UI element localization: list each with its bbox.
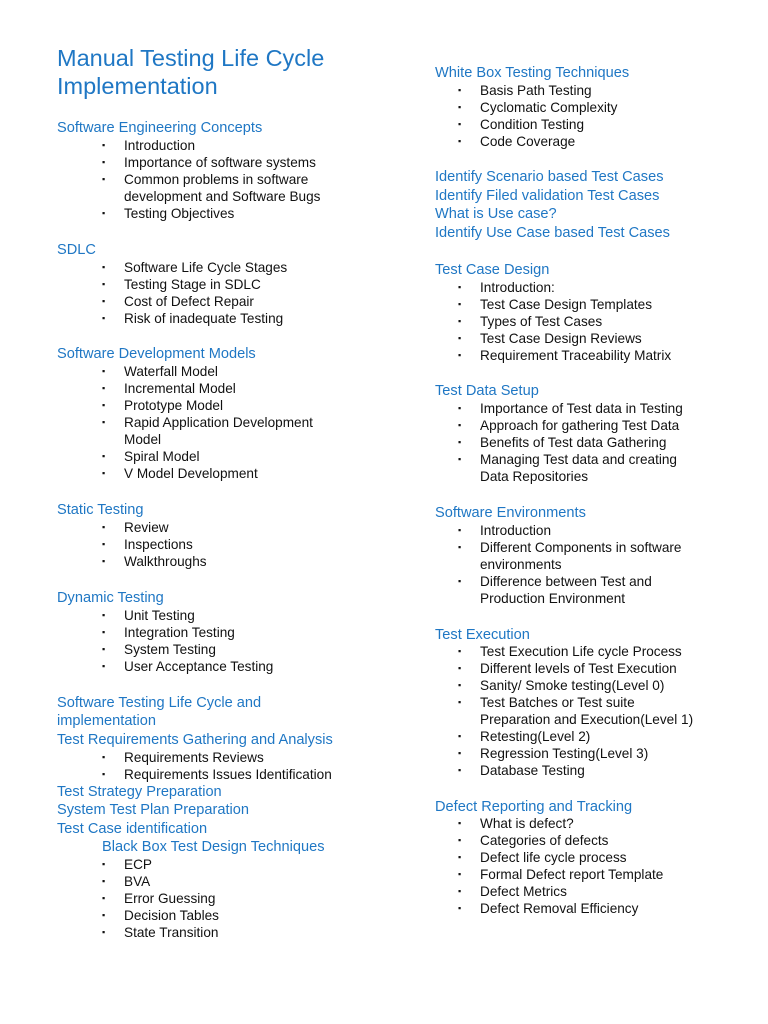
list-defects xyxy=(458,815,664,917)
list-item: ▪ Requirements Reviews xyxy=(102,750,264,765)
list-item: ▪ Defect Removal Efficiency xyxy=(458,901,639,916)
bullet-icon: ▪ xyxy=(458,299,462,309)
list-item: ▪ Cyclomatic Complexity xyxy=(458,100,618,115)
list-item: ▪ Integration Testing xyxy=(102,625,235,640)
section-heading-dev-models: Software Development Models xyxy=(57,346,256,362)
section-heading-execution: Test Execution xyxy=(435,627,530,643)
bullet-icon: ▪ xyxy=(102,451,106,461)
list-item-continuation: environments xyxy=(480,557,562,572)
section-heading-test-requirements: Test Requirements Gathering and Analysis xyxy=(57,732,333,748)
list-item: ▪ Review xyxy=(102,520,169,535)
bullet-icon: ▪ xyxy=(458,454,462,464)
bullet-icon: ▪ xyxy=(458,748,462,758)
list-item: ▪ Software Life Cycle Stages xyxy=(102,260,288,275)
list-item: ▪ State Transition xyxy=(102,925,219,940)
bullet-icon: ▪ xyxy=(458,350,462,360)
list-test-data xyxy=(458,400,683,485)
list-item: ▪ Test Case Design Reviews xyxy=(458,331,642,346)
section-heading-case-identification: Test Case identification xyxy=(57,821,208,837)
list-item: ▪ Different levels of Test Execution xyxy=(458,661,677,676)
bullet-icon: ▪ xyxy=(458,680,462,690)
bullet-icon: ▪ xyxy=(458,333,462,343)
bullet-icon: ▪ xyxy=(102,644,106,654)
section-heading-white-box: White Box Testing Techniques xyxy=(435,65,630,81)
list-item-continuation: Preparation and Execution(Level 1) xyxy=(480,712,694,727)
list-dev-models xyxy=(102,363,313,482)
bullet-icon: ▪ xyxy=(458,903,462,913)
heading-use-case-test-cases: Identify Use Case based Test Cases xyxy=(435,225,670,241)
section-heading-dynamic-testing: Dynamic Testing xyxy=(57,590,164,606)
bullet-icon: ▪ xyxy=(102,140,106,150)
section-heading-stlc: Software Testing Life Cycle and xyxy=(57,695,262,711)
list-item: ▪ Benefits of Test data Gathering xyxy=(458,435,667,450)
list-item: ▪ Defect Metrics xyxy=(458,884,567,899)
list-item: ▪ Formal Defect report Template xyxy=(458,867,664,882)
list-item: ▪ Prototype Model xyxy=(102,398,223,413)
bullet-icon: ▪ xyxy=(102,539,106,549)
bullet-icon: ▪ xyxy=(102,876,106,886)
list-item: ▪ Rapid Application Development xyxy=(102,415,313,430)
bullet-icon: ▪ xyxy=(458,869,462,879)
section-heading-test-plan: System Test Plan Preparation xyxy=(57,802,249,818)
list-item: ▪ Categories of defects xyxy=(458,833,609,848)
bullet-icon: ▪ xyxy=(102,417,106,427)
bullet-icon: ▪ xyxy=(102,627,106,637)
bullet-icon: ▪ xyxy=(102,296,106,306)
bullet-icon: ▪ xyxy=(102,208,106,218)
bullet-icon: ▪ xyxy=(458,835,462,845)
bullet-icon: ▪ xyxy=(102,893,106,903)
list-item: ▪ Test Batches or Test suite xyxy=(458,695,635,710)
list-white-box xyxy=(458,82,618,150)
list-environments xyxy=(458,522,682,607)
list-item: ▪ Database Testing xyxy=(458,763,585,778)
list-item: ▪ Incremental Model xyxy=(102,381,236,396)
list-item: ▪ Basis Path Testing xyxy=(458,83,592,98)
list-item: ▪ Common problems in software xyxy=(102,172,309,187)
list-item: ▪ Inspections xyxy=(102,537,193,552)
list-item: ▪ Cost of Defect Repair xyxy=(102,294,254,309)
bullet-icon: ▪ xyxy=(458,818,462,828)
bullet-icon: ▪ xyxy=(458,525,462,535)
bullet-icon: ▪ xyxy=(102,752,106,762)
list-item: ▪ Introduction: xyxy=(458,280,555,295)
bullet-icon: ▪ xyxy=(102,468,106,478)
list-item: ▪ V Model Development xyxy=(102,466,258,481)
bullet-icon: ▪ xyxy=(458,663,462,673)
bullet-icon: ▪ xyxy=(458,437,462,447)
list-item: ▪ BVA xyxy=(102,874,151,889)
bullet-icon: ▪ xyxy=(102,157,106,167)
bullet-icon: ▪ xyxy=(458,102,462,112)
list-item: ▪ ECP xyxy=(102,857,152,872)
list-item: ▪ Unit Testing xyxy=(102,608,195,623)
bullet-icon: ▪ xyxy=(102,556,106,566)
list-item: ▪ Introduction xyxy=(458,523,552,538)
bullet-icon: ▪ xyxy=(102,279,106,289)
bullet-icon: ▪ xyxy=(102,400,106,410)
list-item: ▪ Risk of inadequate Testing xyxy=(102,311,284,326)
list-software-engineering xyxy=(102,137,321,222)
bullet-icon: ▪ xyxy=(102,366,106,376)
list-item: ▪ Test Case Design Templates xyxy=(458,297,653,312)
list-item: ▪ Code Coverage xyxy=(458,134,576,149)
list-item: ▪ Decision Tables xyxy=(102,908,219,923)
bullet-icon: ▪ xyxy=(102,174,106,184)
list-black-box xyxy=(102,856,219,941)
list-item-continuation: Data Repositories xyxy=(480,469,589,484)
section-heading-strategy: Test Strategy Preparation xyxy=(57,784,222,800)
bullet-icon: ▪ xyxy=(458,852,462,862)
list-item: ▪ Error Guessing xyxy=(102,891,216,906)
list-item: ▪ Walkthroughs xyxy=(102,554,207,569)
bullet-icon: ▪ xyxy=(458,542,462,552)
bullet-icon: ▪ xyxy=(458,576,462,586)
bullet-icon: ▪ xyxy=(102,522,106,532)
bullet-icon: ▪ xyxy=(458,119,462,129)
list-item: ▪ Requirements Issues Identification xyxy=(102,767,332,782)
bullet-icon: ▪ xyxy=(458,136,462,146)
bullet-icon: ▪ xyxy=(458,420,462,430)
bullet-icon: ▪ xyxy=(102,769,106,779)
list-sdlc xyxy=(102,259,288,327)
list-execution xyxy=(458,643,694,779)
list-item: ▪ Managing Test data and creating xyxy=(458,452,677,467)
bullet-icon: ▪ xyxy=(102,313,106,323)
list-item: ▪ Condition Testing xyxy=(458,117,585,132)
bullet-icon: ▪ xyxy=(458,765,462,775)
list-item: ▪ System Testing xyxy=(102,642,216,657)
section-heading-static-testing: Static Testing xyxy=(57,502,144,518)
list-item: ▪ Introduction xyxy=(102,138,196,153)
list-item: ▪ Testing Stage in SDLC xyxy=(102,277,261,292)
list-dynamic-testing xyxy=(102,607,274,675)
section-heading-test-data: Test Data Setup xyxy=(435,383,539,399)
list-item: ▪ Different Components in software xyxy=(458,540,682,555)
list-item: ▪ Sanity/ Smoke testing(Level 0) xyxy=(458,678,665,693)
heading-what-is-use-case: What is Use case? xyxy=(435,206,557,222)
bullet-icon: ▪ xyxy=(458,403,462,413)
title-line: Implementation xyxy=(57,73,218,99)
bullet-icon: ▪ xyxy=(458,697,462,707)
section-heading-sdlc: SDLC xyxy=(57,242,96,258)
list-test-requirements xyxy=(102,749,332,783)
list-item: ▪ Approach for gathering Test Data xyxy=(458,418,680,433)
list-item-continuation: Model xyxy=(124,432,162,447)
heading-scenario-test-cases: Identify Scenario based Test Cases xyxy=(435,169,664,185)
page-title xyxy=(57,44,324,100)
heading-field-validation-test-cases: Identify Filed validation Test Cases xyxy=(435,188,660,204)
list-item: ▪ User Acceptance Testing xyxy=(102,659,274,674)
bullet-icon: ▪ xyxy=(102,927,106,937)
list-item: ▪ Retesting(Level 2) xyxy=(458,729,591,744)
list-test-case-design xyxy=(458,279,672,364)
bullet-icon: ▪ xyxy=(102,661,106,671)
list-item: ▪ Regression Testing(Level 3) xyxy=(458,746,649,761)
section-heading-black-box: Black Box Test Design Techniques xyxy=(102,839,325,855)
section-heading-environments: Software Environments xyxy=(435,505,586,521)
bullet-icon: ▪ xyxy=(458,646,462,656)
list-static-testing xyxy=(102,519,207,570)
list-item: ▪ Defect life cycle process xyxy=(458,850,627,865)
list-item: ▪ Spiral Model xyxy=(102,449,200,464)
list-item: ▪ Types of Test Cases xyxy=(458,314,603,329)
list-item-continuation: development and Software Bugs xyxy=(124,189,321,204)
section-heading-stlc-continuation: implementation xyxy=(57,713,156,729)
bullet-icon: ▪ xyxy=(458,316,462,326)
list-item: ▪ What is defect? xyxy=(458,816,574,831)
bullet-icon: ▪ xyxy=(102,262,106,272)
list-item: ▪ Waterfall Model xyxy=(102,364,218,379)
bullet-icon: ▪ xyxy=(458,85,462,95)
bullet-icon: ▪ xyxy=(102,910,106,920)
title-line: Manual Testing Life Cycle xyxy=(57,45,325,71)
bullet-icon: ▪ xyxy=(102,859,106,869)
bullet-icon: ▪ xyxy=(458,282,462,292)
list-item: ▪ Test Execution Life cycle Process xyxy=(458,644,682,659)
bullet-icon: ▪ xyxy=(102,610,106,620)
bullet-icon: ▪ xyxy=(102,383,106,393)
list-item-continuation: Production Environment xyxy=(480,591,626,606)
section-heading-test-case-design: Test Case Design xyxy=(435,262,550,278)
section-heading-software-engineering: Software Engineering Concepts xyxy=(57,120,263,136)
list-item: ▪ Importance of Test data in Testing xyxy=(458,401,683,416)
list-item: ▪ Importance of software systems xyxy=(102,155,316,170)
list-item: ▪ Requirement Traceability Matrix xyxy=(458,348,672,363)
bullet-icon: ▪ xyxy=(458,731,462,741)
list-item: ▪ Testing Objectives xyxy=(102,206,235,221)
section-heading-defects: Defect Reporting and Tracking xyxy=(435,799,633,815)
list-item: ▪ Difference between Test and xyxy=(458,574,652,589)
bullet-icon: ▪ xyxy=(458,886,462,896)
